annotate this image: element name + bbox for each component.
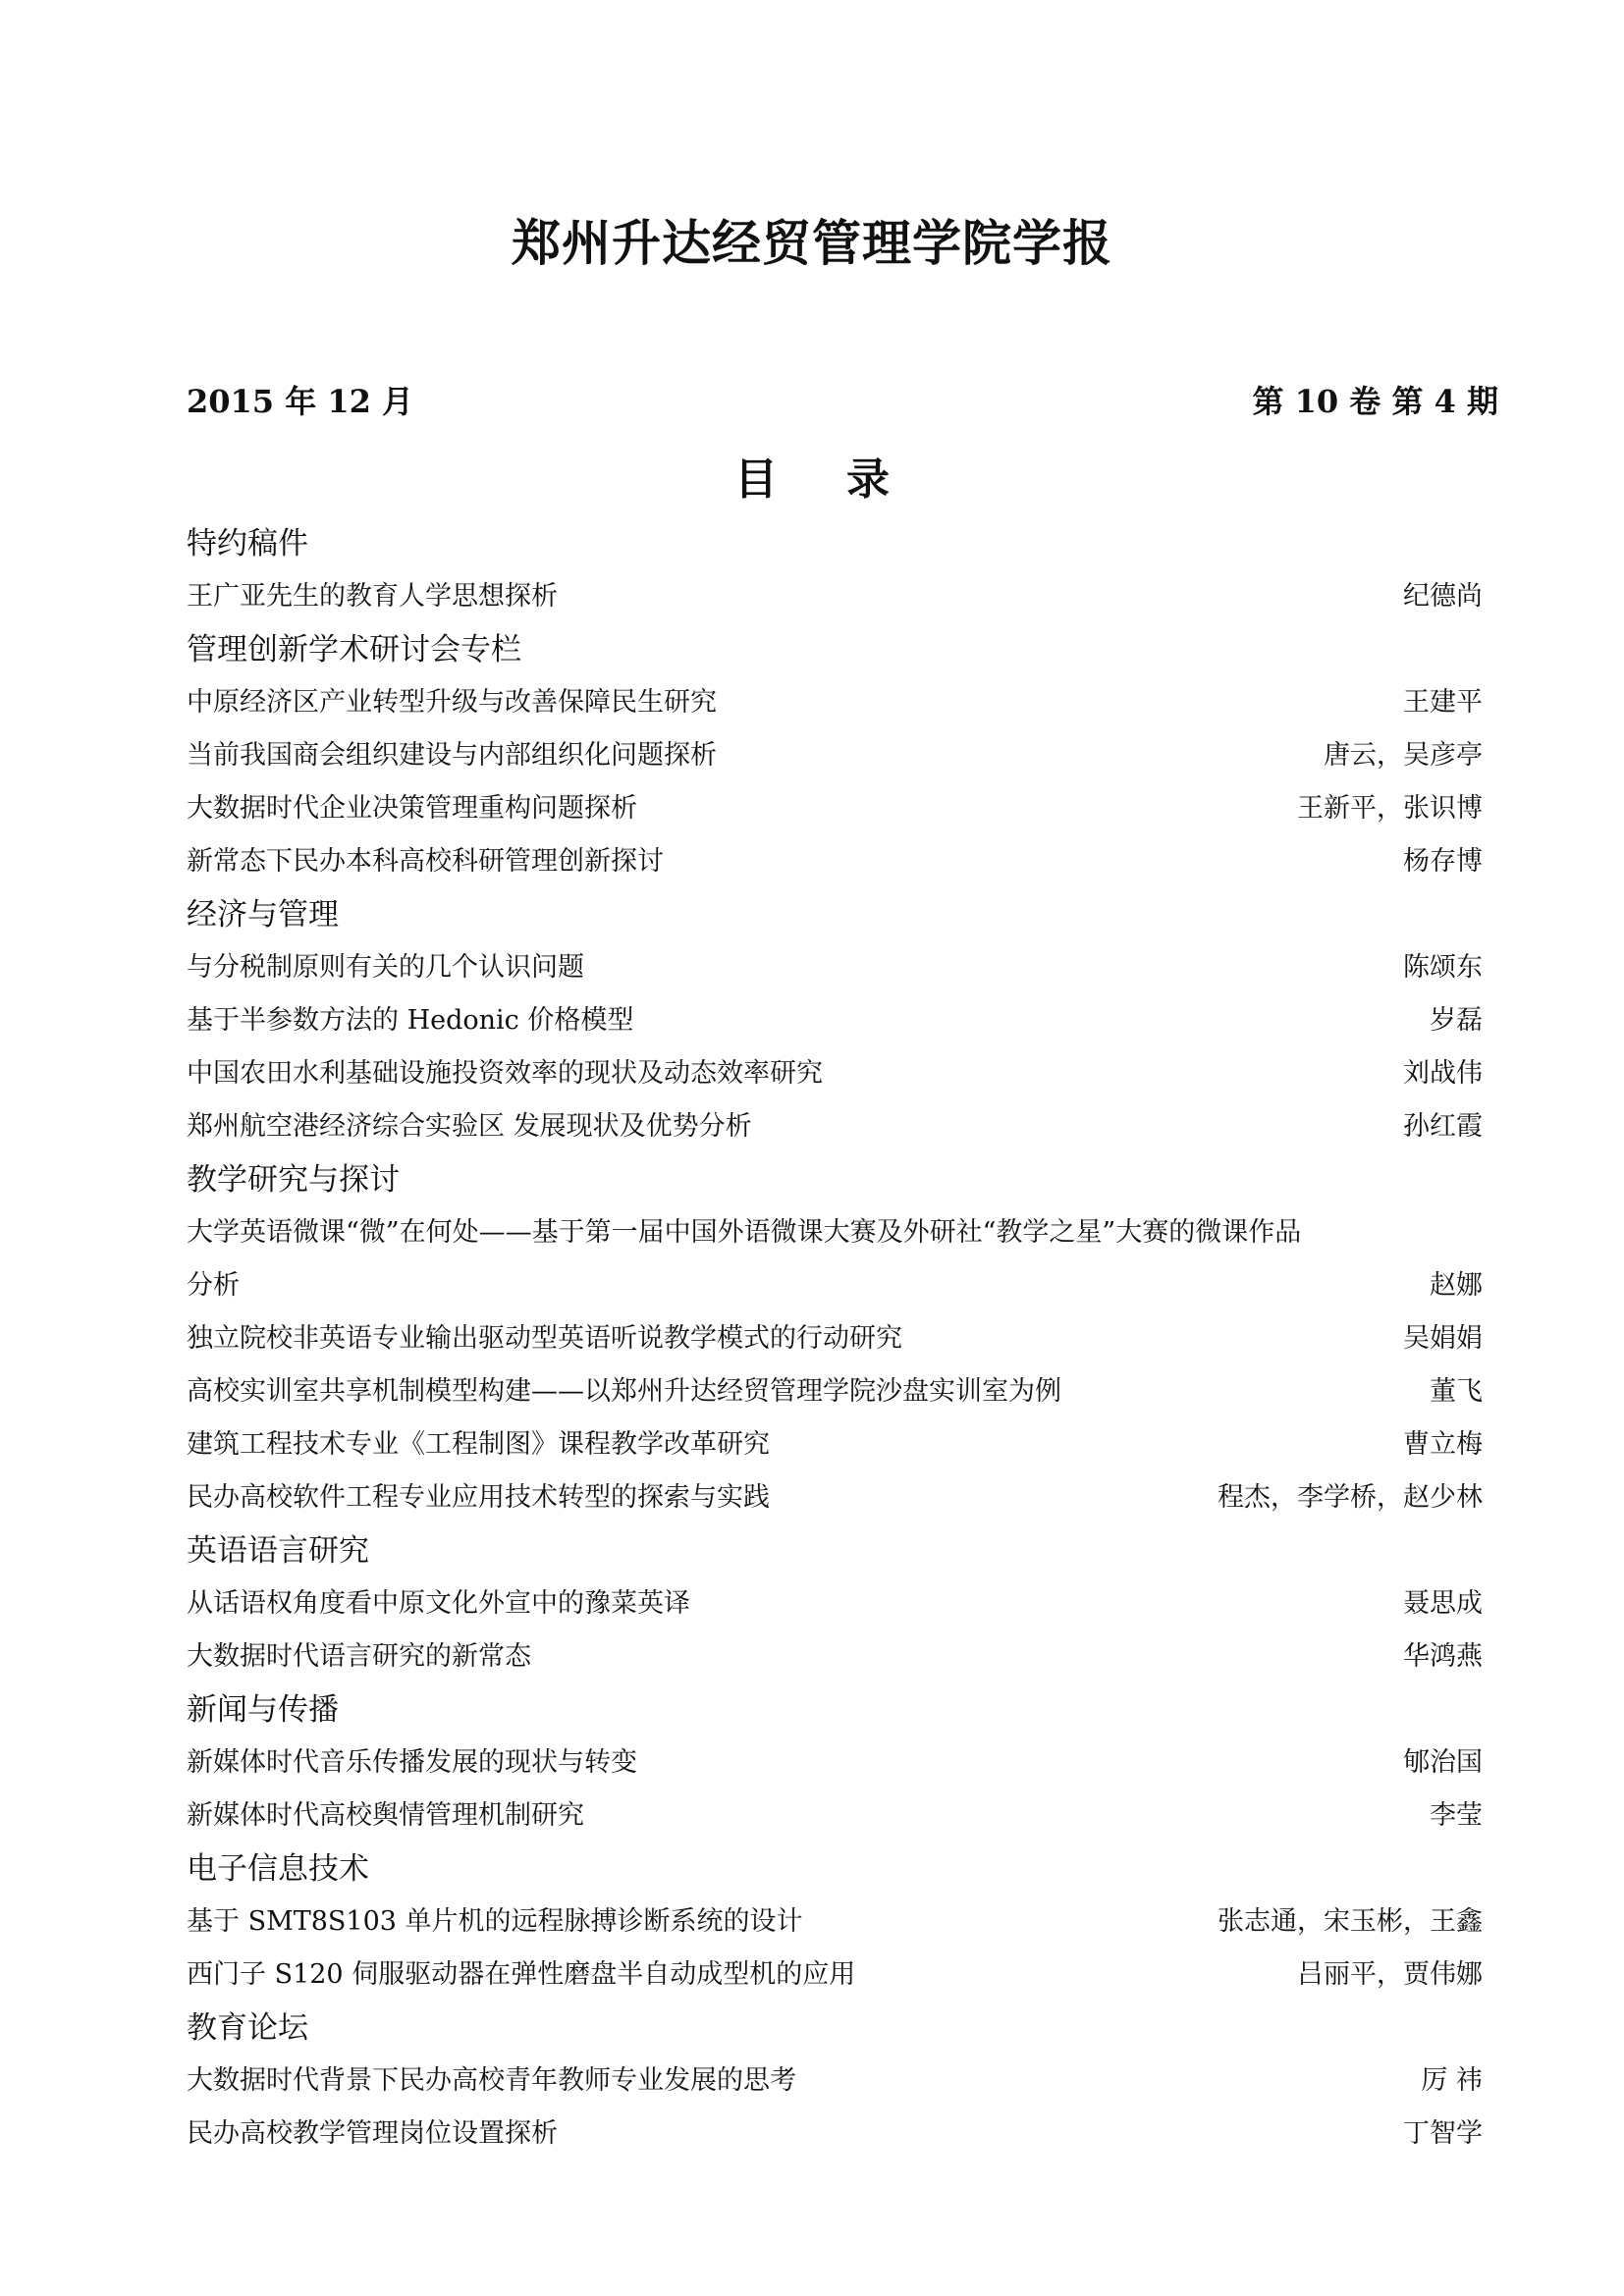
issue-date: 2015 年 12 月 [187, 383, 414, 420]
section-heading: 教学研究与探讨 [187, 1162, 400, 1198]
article-author: 李莹 [1430, 1800, 1483, 1831]
article-author: 杨存博 [1403, 846, 1483, 877]
toc-entry [187, 941, 1483, 994]
article-title: 民办高校软件工程专业应用技术转型的探索与实践 [187, 1482, 770, 1513]
article-title: 中原经济区产业转型升级与改善保障民生研究 [187, 687, 717, 718]
toc-entry [187, 570, 1483, 623]
article-author: 孙红霞 [1403, 1111, 1483, 1142]
article-title: 郑州航空港经济综合实验区 发展现状及优势分析 [187, 1111, 752, 1142]
article-author: 郇治国 [1403, 1747, 1483, 1778]
issue-info-row [187, 377, 1498, 426]
toc-entry [187, 835, 1483, 888]
toc-entry [187, 1577, 1483, 1630]
article-title: 中国农田水利基础设施投资效率的现状及动态效率研究 [187, 1058, 823, 1089]
toc-entry [187, 1259, 1483, 1312]
table-of-contents [187, 517, 1483, 2161]
article-author: 董飞 [1430, 1376, 1483, 1407]
article-author: 张志通，宋玉彬，王鑫 [1218, 1906, 1483, 1937]
toc-entry [187, 1047, 1483, 1100]
article-author: 唐云，吴彦亭 [1324, 740, 1483, 771]
article-author: 赵娜 [1430, 1270, 1483, 1301]
journal-title: 郑州升达经贸管理学院学报 [512, 215, 1112, 272]
toc-entry [187, 1418, 1483, 1471]
toc-entry [187, 1736, 1483, 1789]
toc-entry [187, 782, 1483, 835]
toc-entry [187, 1206, 1483, 1259]
article-title: 基于半参数方法的 Hedonic 价格模型 [187, 1005, 634, 1036]
article-author: 厉 祎 [1421, 2065, 1483, 2096]
article-author: 王新平，张识博 [1297, 793, 1483, 824]
article-title: 分析 [187, 1270, 240, 1301]
article-author: 王建平 [1403, 687, 1483, 718]
article-title: 从话语权角度看中原文化外宣中的豫菜英译 [187, 1588, 690, 1619]
article-title: 大学英语微课“微”在何处——基于第一届中国外语微课大赛及外研社“教学之星”大赛的微课作品 [187, 1217, 1302, 1248]
toc-entry [187, 1100, 1483, 1153]
toc-entry [187, 1896, 1483, 1949]
toc-entry [187, 1949, 1483, 2002]
toc-entry [187, 1312, 1483, 1365]
toc-entry [187, 1789, 1483, 1842]
section-heading: 特约稿件 [187, 526, 308, 561]
toc-entry [187, 729, 1483, 782]
toc-entry [187, 1365, 1483, 1418]
article-title: 大数据时代企业决策管理重构问题探析 [187, 793, 637, 824]
article-title: 独立院校非英语专业输出驱动型英语听说教学模式的行动研究 [187, 1323, 902, 1354]
article-title: 与分税制原则有关的几个认识问题 [187, 952, 584, 983]
article-author: 曹立梅 [1403, 1429, 1483, 1460]
article-title: 新常态下民办本科高校科研管理创新探讨 [187, 846, 664, 877]
article-title: 王广亚先生的教育人学思想探析 [187, 581, 558, 612]
article-author: 华鸿燕 [1403, 1641, 1483, 1672]
section-heading: 教育论坛 [187, 2010, 308, 2046]
article-title: 当前我国商会组织建设与内部组织化问题探析 [187, 740, 717, 771]
article-title: 建筑工程技术专业《工程制图》课程教学改革研究 [187, 1429, 770, 1460]
section-heading: 管理创新学术研讨会专栏 [187, 632, 521, 667]
article-title: 基于 SMT8S103 单片机的远程脉搏诊断系统的设计 [187, 1906, 803, 1937]
article-author: 岁磊 [1430, 1005, 1483, 1036]
section-heading: 电子信息技术 [187, 1851, 369, 1887]
article-title: 大数据时代背景下民办高校青年教师专业发展的思考 [187, 2065, 796, 2096]
article-author: 纪德尚 [1403, 581, 1483, 612]
toc-entry [187, 2055, 1483, 2108]
article-author: 聂思成 [1403, 1588, 1483, 1619]
toc-entry [187, 1630, 1483, 1683]
article-title: 西门子 S120 伺服驱动器在弹性磨盘半自动成型机的应用 [187, 1959, 856, 1990]
article-author: 程杰，李学桥，赵少林 [1218, 1482, 1483, 1513]
article-author: 丁智学 [1403, 2118, 1483, 2149]
article-title: 新媒体时代高校舆情管理机制研究 [187, 1800, 584, 1831]
section-heading: 新闻与传播 [187, 1692, 339, 1728]
toc-entry [187, 2108, 1483, 2161]
toc-entry [187, 1471, 1483, 1524]
toc-entry [187, 994, 1483, 1047]
section-heading: 经济与管理 [187, 897, 339, 933]
toc-heading: 目录 [734, 454, 958, 505]
article-author: 吕丽平，贾伟娜 [1297, 1959, 1483, 1990]
article-title: 民办高校教学管理岗位设置探析 [187, 2118, 558, 2149]
article-author: 陈颂东 [1403, 952, 1483, 983]
article-author: 刘战伟 [1403, 1058, 1483, 1089]
article-title: 高校实训室共享机制模型构建——以郑州升达经贸管理学院沙盘实训室为例 [187, 1376, 1061, 1407]
section-heading: 英语语言研究 [187, 1533, 369, 1569]
toc-entry [187, 676, 1483, 729]
issue-volume: 第 10 卷 第 4 期 [1252, 383, 1498, 420]
article-title: 大数据时代语言研究的新常态 [187, 1641, 531, 1672]
article-title: 新媒体时代音乐传播发展的现状与转变 [187, 1747, 637, 1778]
article-author: 吴娟娟 [1403, 1323, 1483, 1354]
